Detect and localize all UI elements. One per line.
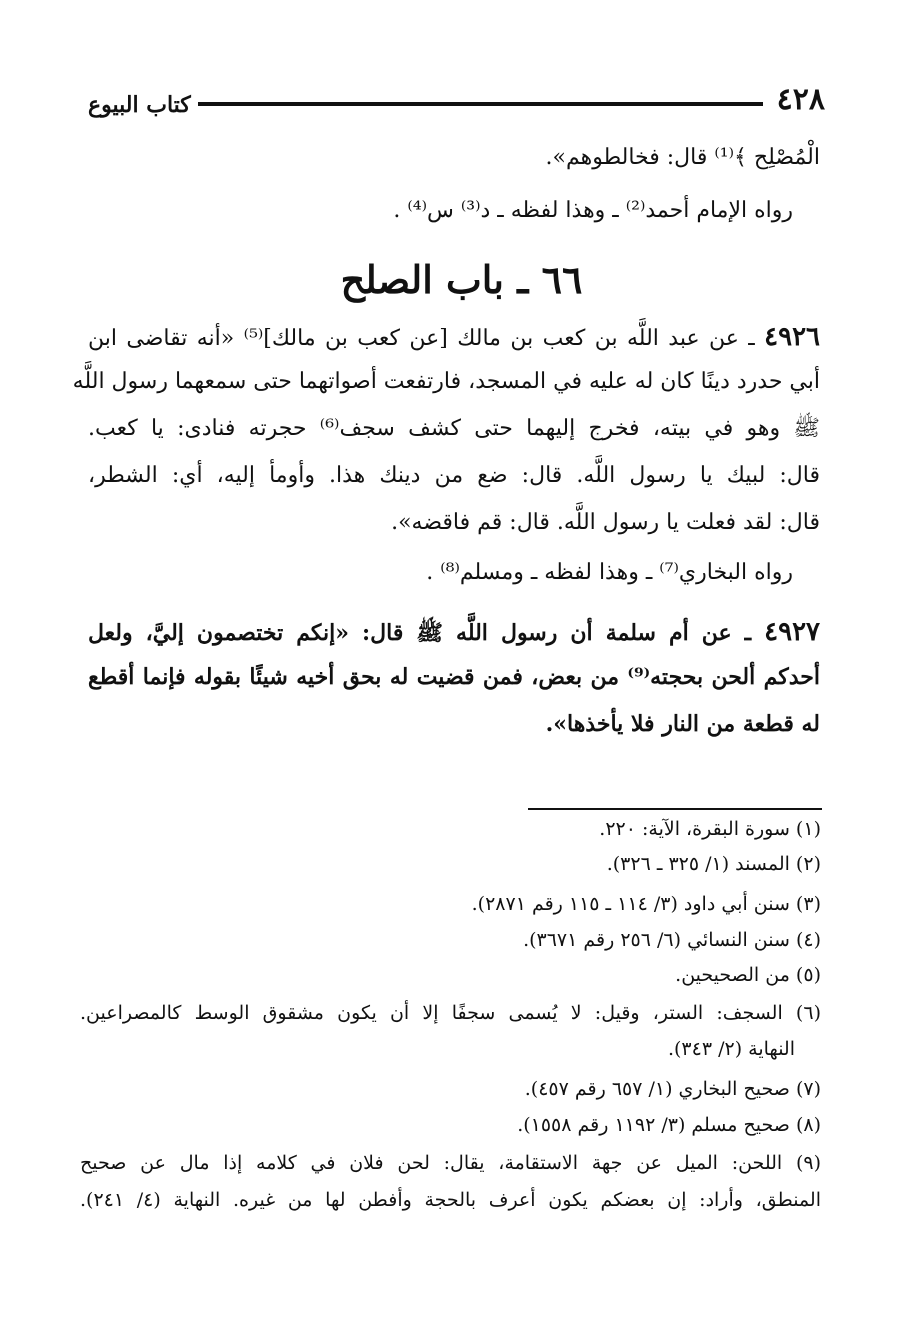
hadith-4926-citation: رواه البخاري⁽⁷⁾ ـ وهذا لفظه ـ ومسلم⁽⁸⁾ .: [426, 560, 793, 585]
hadith-4926-line-1: [88, 322, 820, 353]
hadith-4926-line-4: قال: لبيك يا رسول اللَّه. قال: ضع من دينك هذا. وأومأ إليه، أي: الشطر،: [88, 463, 820, 488]
hadith-4926-line-3: ﷺ وهو في بيته، فخرج إليهما حتى كشف سجف⁽⁶⁾ حجرته فنادى: يا كعب.: [88, 416, 820, 441]
footnote-9: (٩) اللحن: الميل عن جهة الاستقامة، يقال: لحن فلان في كلامه إذا مال عن صحيح: [80, 1152, 821, 1174]
hadith-4927-line-3: له قطعة من النار فلا يأخذها».: [545, 711, 820, 737]
chapter-heading: ٦٦ ـ باب الصلح: [340, 257, 583, 302]
hadith-4926-text-1: ـ عن عبد اللَّه بن كعب بن مالك [عن كعب بن مالك]⁽⁵⁾ «أنه تقاضى ابن: [88, 326, 755, 351]
footnote-2: (٢) المسند (١/ ٣٢٥ ـ ٣٢٦).: [606, 853, 821, 875]
footnote-3: (٣) سنن أبي داود (٣/ ١١٤ ـ ١١٥ رقم ٢٨٧١).: [471, 893, 821, 915]
running-title: كتاب البيوع: [88, 92, 191, 118]
footnote-6-continuation: النهاية (٢/ ٣٤٣).: [667, 1038, 795, 1060]
footnote-7: (٧) صحيح البخاري (١/ ٦٥٧ رقم ٤٥٧).: [524, 1078, 821, 1100]
footnote-9-continuation: المنطق، وأراد: إن بعضكم يكون أعرف بالحجة وأفطن لها من غيره. النهاية (٤/ ٢٤١).: [80, 1189, 821, 1211]
header-rule: [198, 102, 763, 106]
hadith-4927-text-1: ـ عن أم سلمة أن رسول اللَّه ﷺ قال: «إنكم تختصمون إليَّ، ولعل: [88, 620, 752, 646]
verse-ending-line: الْمُصْلِح ﴾⁽¹⁾ قال: فخالطوهم».: [545, 145, 820, 170]
footnote-5: (٥) من الصحيحين.: [675, 964, 821, 986]
footnote-separator: [528, 808, 822, 810]
hadith-4927-line-1: [88, 617, 820, 648]
footnote-1: (١) سورة البقرة، الآية: ٢٢٠.: [599, 818, 821, 840]
hadith-4926-line-2: أبي حدرد دينًا كان له عليه في المسجد، فارتفعت أصواتهما حتى سمعهما رسول اللَّه: [72, 369, 820, 394]
footnote-6: (٦) السجف: الستر، وقيل: لا يُسمى سجفًا إلا أن يكون مشقوق الوسط كالمصراعين.: [80, 1002, 821, 1024]
hadith-number-4926: ٤٩٢٦: [764, 322, 820, 352]
footnote-4: (٤) سنن النسائي (٦/ ٢٥٦ رقم ٣٦٧١).: [523, 929, 821, 951]
source-citation-line: رواه الإمام أحمد⁽²⁾ ـ وهذا لفظه ـ د⁽³⁾ س⁽⁴⁾ .: [393, 198, 793, 223]
hadith-number-4927: ٤٩٢٧: [764, 617, 820, 647]
footnote-8: (٨) صحيح مسلم (٣/ ١١٩٢ رقم ١٥٥٨).: [517, 1114, 821, 1136]
page-number: ٤٢٨: [776, 82, 825, 117]
hadith-4927-line-2: أحدكم ألحن بحجته⁽⁹⁾ من بعض، فمن قضيت له بحق أخيه شيئًا بقوله فإنما أقطع: [88, 664, 821, 690]
hadith-4926-line-5: قال: لقد فعلت يا رسول اللَّه. قال: قم فاقضه».: [391, 510, 820, 535]
